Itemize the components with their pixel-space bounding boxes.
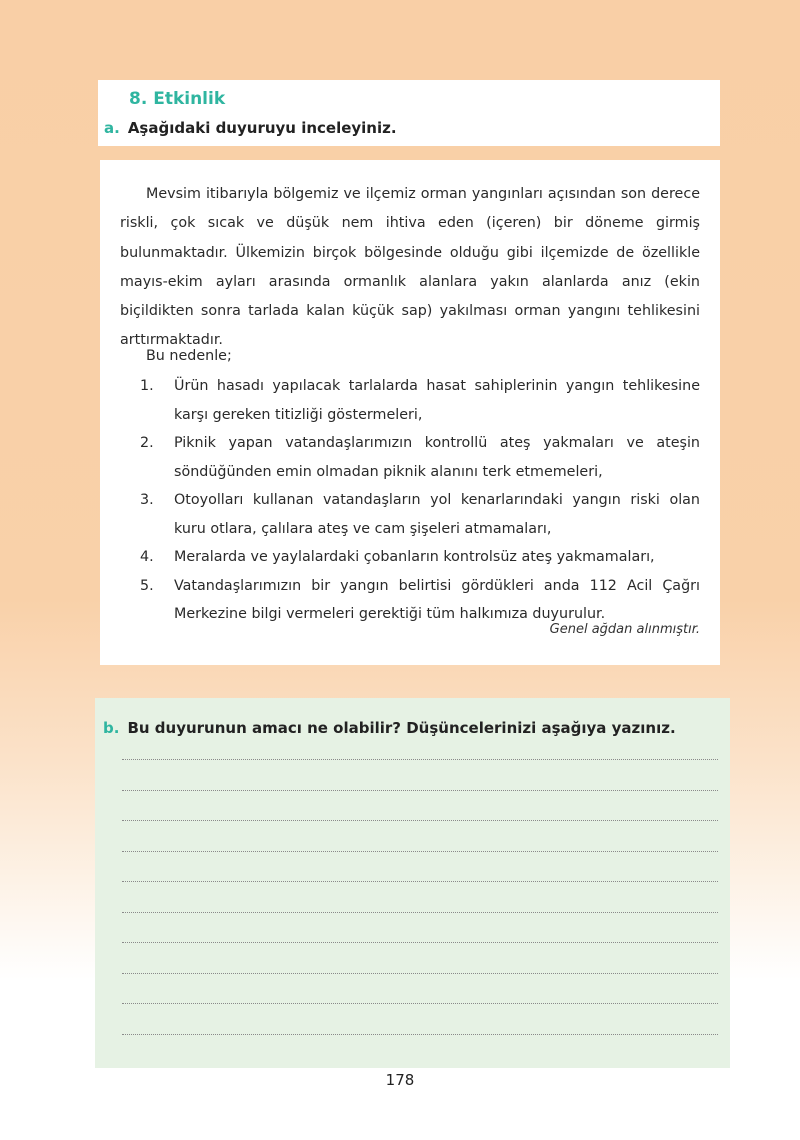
answer-line[interactable] [122,912,718,913]
question-a-letter: a. [104,119,120,137]
answer-line[interactable] [122,942,718,943]
announcement-list [140,372,700,629]
announcement-lead: Bu nedenle; [146,348,232,364]
answer-line[interactable] [122,820,718,821]
list-item [140,572,700,629]
answer-box [95,698,730,1068]
list-item [140,372,700,429]
question-b [103,719,676,737]
page-number: 178 [385,1071,415,1089]
list-item [140,486,700,543]
list-item [140,429,700,486]
list-item-number: 4. [140,549,154,565]
answer-line[interactable] [122,881,718,882]
list-item-number: 3. [140,492,154,508]
answer-line[interactable] [122,1003,718,1004]
list-item-number: 5. [140,577,154,594]
answer-line[interactable] [122,973,718,974]
announcement-paragraph: Mevsim itibarıyla bölgemiz ve ilçemiz orman yangınları açısından son derece riskli, çok sıcak ve düşük nem ihtiva eden (içeren) bir döneme girmiş bulunmaktadır. Ülkemizin birçok bölgesinde olduğu gibi ilçemizde de özellikle mayıs-ekim ayları arasında ormanlık alanlara yakın alanlarda anız (ekin biçildikten sonra tarlada kalan küçük sap) yakılması orman yangını tehlikesini arttırmaktadır. [120,186,700,349]
list-item-number: 1. [140,378,154,394]
answer-line[interactable] [122,759,718,760]
question-a-text: Aşağıdaki duyuruyu inceleyiniz. [127,119,397,137]
question-a [104,119,397,137]
source-note: Genel ağdan alınmıştır. [549,622,700,637]
list-item-number: 2. [140,435,154,451]
answer-lines [122,759,718,1064]
list-item-text: Otoyolları kullanan vatandaşların yol kenarlarındaki yangın riski olan kuru otlara, çalılara ateş ve cam şişeleri atmamaları, [174,492,700,537]
answer-line[interactable] [122,1034,718,1035]
activity-header [98,80,720,146]
answer-line[interactable] [122,851,718,852]
activity-title: 8. Etkinlik [129,89,226,109]
announcement-box [100,160,720,665]
list-item-text: Piknik yapan vatandaşlarımızın kontrollü ateş yakmaları ve ateşin söndüğünden emin olmadan piknik alanını terk etmemeleri, [174,435,700,480]
list-item [140,543,700,572]
question-b-text: Bu duyurunun amacı ne olabilir? Düşüncelerinizi aşağıya yazınız. [127,719,676,737]
list-item-text: Ürün hasadı yapılacak tarlalarda hasat sahiplerinin yangın tehlikesine karşı gereken titizliği göstermeleri, [174,378,700,423]
list-item-text: Meralarda ve yaylalardaki çobanların kontrolsüz ateş yakmamaları, [174,549,655,565]
question-b-letter: b. [103,719,120,737]
answer-line[interactable] [122,790,718,791]
list-item-text: Vatandaşlarımızın bir yangın belirtisi gördükleri anda 112 Acil Çağrı Merkezine bilgi vermeleri gerektiği tüm halkımıza duyurulur. [174,577,700,622]
